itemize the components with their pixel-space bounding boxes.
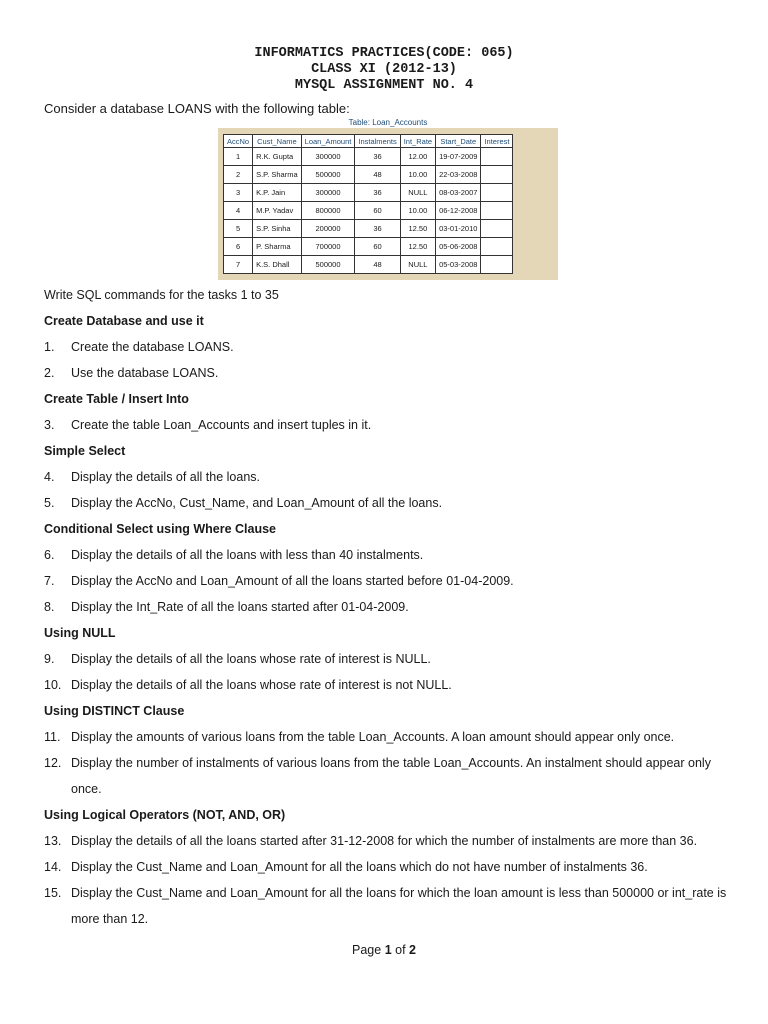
task-text: Display the number of instalments of various loans from the table Loan_Accounts. An instalment should appear only once. — [71, 756, 711, 796]
task-item — [44, 334, 734, 360]
table-cell: 36 — [355, 184, 400, 202]
page-prefix: Page — [352, 943, 385, 957]
table-cell: S.P. Sinha — [253, 220, 302, 238]
task-text: Display the Int_Rate of all the loans started after 01-04-2009. — [71, 600, 409, 614]
table-image — [218, 128, 558, 280]
task-text: Use the database LOANS. — [71, 366, 219, 380]
column-header: Int_Rate — [400, 135, 435, 148]
task-item — [44, 750, 734, 802]
table-row — [224, 166, 513, 184]
table-cell — [481, 238, 513, 256]
header-assignment: MYSQL ASSIGNMENT NO. 4 — [294, 78, 474, 93]
section-heading: Simple Select — [44, 444, 126, 458]
table-cell: 36 — [355, 148, 400, 166]
table-cell — [481, 166, 513, 184]
task-item — [44, 880, 734, 932]
task-text: Create the database LOANS. — [71, 340, 234, 354]
task-text: Display the details of all the loans. — [71, 470, 260, 484]
task-number: 5. — [44, 496, 55, 510]
table-cell: 700000 — [301, 238, 355, 256]
table-cell: 60 — [355, 202, 400, 220]
task-number: 7. — [44, 574, 55, 588]
task-text: Display the Cust_Name and Loan_Amount for all the loans for which the loan amount is less than 500000 or int_rate is more than 12. — [71, 886, 727, 926]
task-text: Display the AccNo and Loan_Amount of all the loans started before 01-04-2009. — [71, 574, 514, 588]
column-header: Interest — [481, 135, 513, 148]
table-cell: 800000 — [301, 202, 355, 220]
table-cell: P. Sharma — [253, 238, 302, 256]
section-heading: Create Database and use it — [44, 314, 204, 328]
task-number: 3. — [44, 418, 55, 432]
task-item — [44, 828, 734, 854]
task-item — [44, 464, 734, 490]
table-cell: 2 — [224, 166, 253, 184]
write-instruction: Write SQL commands for the tasks 1 to 35 — [44, 288, 279, 302]
table-cell: 12.50 — [400, 220, 435, 238]
table-cell: 500000 — [301, 166, 355, 184]
task-text: Display the amounts of various loans from the table Loan_Accounts. A loan amount should appear only once. — [71, 730, 675, 744]
task-number: 12. — [44, 756, 62, 770]
task-text: Display the details of all the loans started after 31-12-2008 for which the number of instalments are more than 36. — [71, 834, 698, 848]
intro-text: Consider a database LOANS with the following table: — [44, 101, 350, 116]
column-header: Loan_Amount — [301, 135, 355, 148]
table-header-row — [224, 135, 513, 148]
table-cell: 5 — [224, 220, 253, 238]
table-cell: 1 — [224, 148, 253, 166]
table-cell: 19-07-2009 — [436, 148, 481, 166]
table-cell: 300000 — [301, 184, 355, 202]
task-text: Display the details of all the loans with less than 40 instalments. — [71, 548, 424, 562]
section-heading: Using NULL — [44, 626, 116, 640]
table-cell: 10.00 — [400, 202, 435, 220]
table-row — [224, 184, 513, 202]
task-item — [44, 490, 734, 516]
table-cell: 08-03-2007 — [436, 184, 481, 202]
task-number: 8. — [44, 600, 55, 614]
table-cell: 12.50 — [400, 238, 435, 256]
task-content — [44, 282, 734, 932]
task-number: 2. — [44, 366, 55, 380]
header-class: CLASS XI (2012-13) — [311, 62, 457, 77]
column-header: Start_Date — [436, 135, 481, 148]
table-caption: Table: Loan_Accounts — [348, 118, 428, 127]
table-cell: NULL — [400, 184, 435, 202]
table-cell: 12.00 — [400, 148, 435, 166]
table-cell: S.P. Sharma — [253, 166, 302, 184]
header-subject: INFORMATICS PRACTICES(CODE: 065) — [254, 46, 514, 61]
task-item — [44, 724, 734, 750]
task-text: Create the table Loan_Accounts and insert tuples in it. — [71, 418, 372, 432]
table-row — [224, 220, 513, 238]
table-cell: K.P. Jain — [253, 184, 302, 202]
task-number: 13. — [44, 834, 62, 848]
task-number: 1. — [44, 340, 55, 354]
task-number: 10. — [44, 678, 62, 692]
table-cell: 60 — [355, 238, 400, 256]
loan-accounts-table — [223, 134, 513, 274]
table-cell: K.S. Dhall — [253, 256, 302, 274]
table-row — [224, 148, 513, 166]
task-number: 6. — [44, 548, 55, 562]
task-item — [44, 412, 734, 438]
task-item — [44, 672, 734, 698]
table-body — [224, 148, 513, 274]
column-header: AccNo — [224, 135, 253, 148]
table-cell — [481, 256, 513, 274]
column-header: Cust_Name — [253, 135, 302, 148]
column-header: Instalments — [355, 135, 400, 148]
table-row — [224, 238, 513, 256]
page-footer — [0, 943, 768, 957]
task-number: 11. — [44, 730, 61, 744]
table-cell: 200000 — [301, 220, 355, 238]
task-text: Display the details of all the loans whose rate of interest is NULL. — [71, 652, 431, 666]
table-row — [224, 202, 513, 220]
page-middle: of — [391, 943, 410, 957]
task-item — [44, 542, 734, 568]
task-item — [44, 646, 734, 672]
task-number: 4. — [44, 470, 55, 484]
page-current: 1 — [384, 943, 392, 957]
table-cell: 300000 — [301, 148, 355, 166]
table-cell — [481, 184, 513, 202]
table-cell — [481, 202, 513, 220]
section-heading: Using Logical Operators (NOT, AND, OR) — [44, 808, 286, 822]
table-cell: 3 — [224, 184, 253, 202]
table-cell: 4 — [224, 202, 253, 220]
table-cell: 7 — [224, 256, 253, 274]
table-cell: 500000 — [301, 256, 355, 274]
document-header — [0, 46, 768, 94]
table-cell: 22-03-2008 — [436, 166, 481, 184]
task-number: 14. — [44, 860, 62, 874]
table-cell: 48 — [355, 256, 400, 274]
table-cell: 05-06-2008 — [436, 238, 481, 256]
task-number: 15. — [44, 886, 62, 900]
section-heading: Create Table / Insert Into — [44, 392, 189, 406]
table-cell: 36 — [355, 220, 400, 238]
page-total: 2 — [409, 943, 416, 957]
table-cell — [481, 148, 513, 166]
table-cell: M.P. Yadav — [253, 202, 302, 220]
task-text: Display the AccNo, Cust_Name, and Loan_Amount of all the loans. — [71, 496, 443, 510]
table-row — [224, 256, 513, 274]
table-cell: 03-01-2010 — [436, 220, 481, 238]
task-text: Display the Cust_Name and Loan_Amount for all the loans which do not have number of instalments 36. — [71, 860, 648, 874]
table-cell: 10.00 — [400, 166, 435, 184]
task-item — [44, 360, 734, 386]
section-heading: Using DISTINCT Clause — [44, 704, 185, 718]
task-item — [44, 568, 734, 594]
task-number: 9. — [44, 652, 55, 666]
task-item — [44, 594, 734, 620]
table-cell: R.K. Gupta — [253, 148, 302, 166]
task-text: Display the details of all the loans whose rate of interest is not NULL. — [71, 678, 452, 692]
table-cell — [481, 220, 513, 238]
section-heading: Conditional Select using Where Clause — [44, 522, 276, 536]
table-cell: 6 — [224, 238, 253, 256]
table-cell: 05-03-2008 — [436, 256, 481, 274]
table-cell: 06-12-2008 — [436, 202, 481, 220]
table-cell: 48 — [355, 166, 400, 184]
table-cell: NULL — [400, 256, 435, 274]
task-item — [44, 854, 734, 880]
